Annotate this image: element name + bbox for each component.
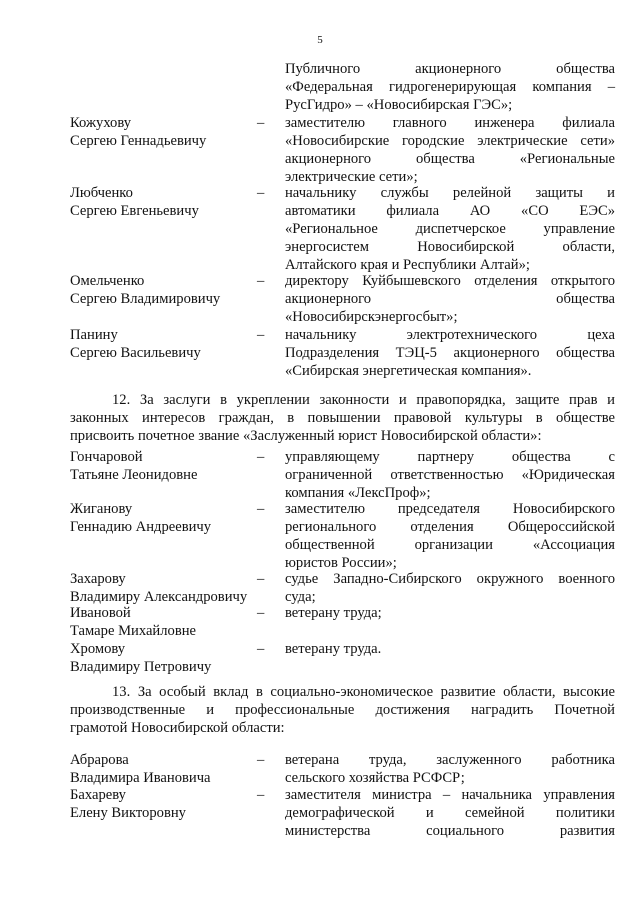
- position-text: начальнику службы релейной защиты и автоматики филиала АО «СО ЕЭС» «Региональное диспетчерское управление энергосистем Новосибирской области, Алтайского края и Республики Алтай»;: [285, 185, 615, 273]
- recipient-name: Захарову Владимиру Александровичу: [70, 571, 248, 605]
- recipient-name: Абрарова Владимира Ивановича: [70, 752, 211, 786]
- dash: –: [257, 501, 265, 517]
- dash: –: [257, 327, 265, 343]
- position-text: начальнику электротехнического цеха Подразделения ТЭЦ-5 акционерного общества «Сибирская энергетическая компания».: [285, 327, 615, 379]
- recipient-name: Хромову Владимиру Петровичу: [70, 641, 212, 675]
- list-item: [70, 500, 615, 572]
- position-text: судье Западно-Сибирского окружного военного суда;: [285, 571, 615, 605]
- list-item: [70, 272, 615, 326]
- list-item: [70, 326, 615, 380]
- dash: –: [257, 641, 265, 657]
- list-item: [70, 640, 615, 676]
- recipient-name: Жиганову Геннадию Андреевичу: [70, 501, 212, 535]
- recipient-name: Бахареву Елену Викторовну: [70, 787, 186, 821]
- recipient-name: Ивановой Тамаре Михайловне: [70, 605, 196, 639]
- paragraph-12: 12. За заслуги в укреплении законности и правопорядка, защите прав и законных интересов граждан, в повышении правовой культуры в обществе присвоить почетное звание «Заслуженный юрист Новосибирской области»:: [70, 392, 615, 444]
- position-text: заместителю председателя Новосибирского регионального отделения Общероссийской общественной организации «Ассоциация юристов России»;: [285, 501, 615, 571]
- position-text: ветерана труда, заслуженного работника сельского хозяйства РСФСР;: [285, 752, 615, 786]
- position-text: ветерану труда;: [285, 605, 382, 621]
- recipient-name: Любченко Сергею Евгеньевичу: [70, 185, 199, 219]
- list-item: [70, 751, 615, 787]
- dash: –: [257, 787, 265, 803]
- position-text: директору Куйбышевского отделения открытого акционерного общества «Новосибирскэнергосбыт»;: [285, 273, 615, 325]
- dash: –: [257, 115, 265, 131]
- page-number: 5: [317, 34, 323, 46]
- dash: –: [257, 273, 265, 289]
- paragraph-13: 13. За особый вклад в социально-экономическое развитие области, высокие производственные и профессиональные достижения наградить Почетной грамотой Новосибирской области:: [70, 684, 615, 736]
- position-text: заместителя министра – начальника управления демографической и семейной политики министерства социального развития: [285, 787, 615, 839]
- text-line: «Федеральная гидрогенерирующая компания –: [285, 79, 615, 95]
- text-line: Публичного акционерного общества: [285, 61, 615, 77]
- list-item: [70, 60, 615, 114]
- position-text: заместителю главного инженера филиала «Новосибирские городские электрические сети» акционерного общества «Региональные электрические сети»;: [285, 115, 615, 185]
- dash: –: [257, 185, 265, 201]
- list-item: [70, 570, 615, 606]
- list-item: [70, 114, 615, 186]
- recipient-name: Гончаровой Татьяне Леонидовне: [70, 449, 198, 483]
- recipient-name: Кожухову Сергею Геннадьевичу: [70, 115, 207, 149]
- recipient-name: Панину Сергею Васильевичу: [70, 327, 201, 361]
- position-text: [285, 60, 615, 114]
- list-item: [70, 604, 615, 640]
- recipient-name: Омельченко Сергею Владимировичу: [70, 273, 221, 307]
- text-line: РусГидро» – «Новосибирская ГЭС»;: [285, 97, 513, 113]
- dash: –: [257, 571, 265, 587]
- position-text: управляющему партнеру общества с ограниченной ответственностью «Юридическая компания «ЛексПроф»;: [285, 449, 615, 501]
- list-item: [70, 448, 615, 502]
- list-item: [70, 786, 615, 840]
- award-list-continuation: [70, 60, 615, 114]
- dash: –: [257, 605, 265, 621]
- dash: –: [257, 449, 265, 465]
- dash: –: [257, 752, 265, 768]
- position-text: ветерану труда.: [285, 641, 382, 657]
- list-item: [70, 184, 615, 274]
